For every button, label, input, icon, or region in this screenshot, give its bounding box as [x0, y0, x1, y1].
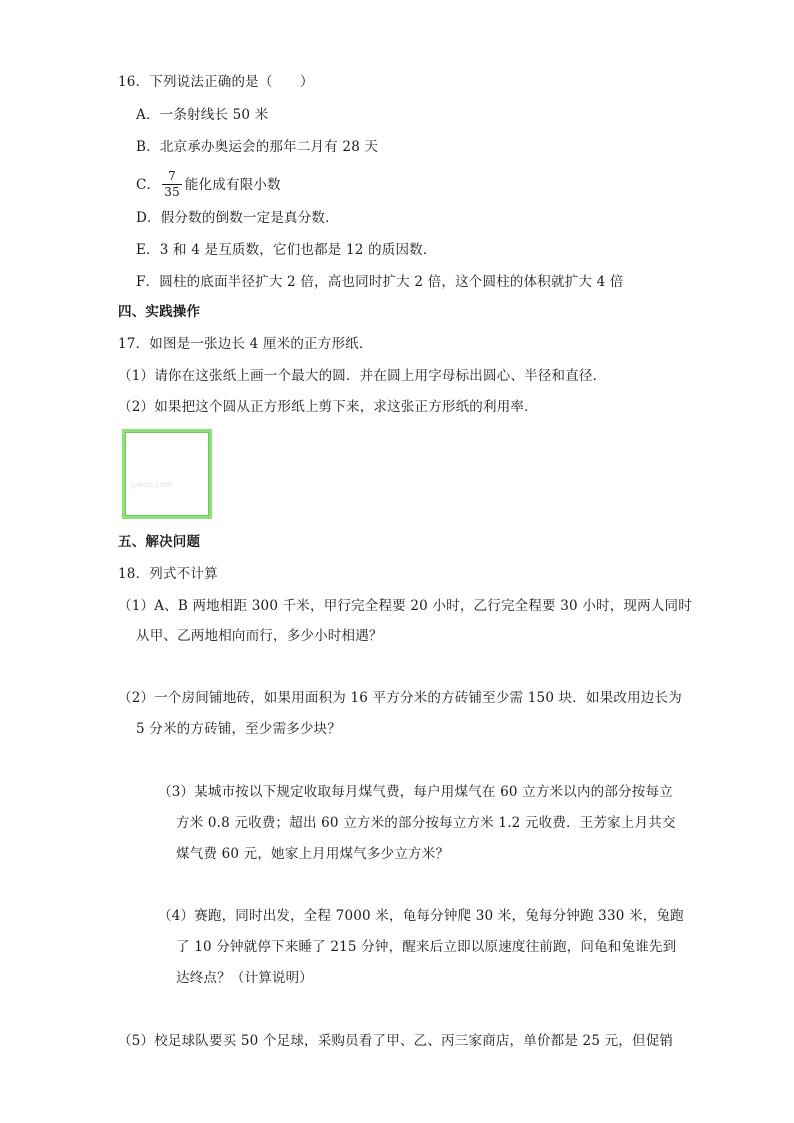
fraction-denominator: 35 — [164, 185, 180, 199]
q18-part-1-line-2: 从甲、乙两地相向而行，多少小时相遇？ — [136, 628, 383, 644]
q16-option-b: B．北京承办奥运会的那年二月有 28 天 — [136, 139, 379, 155]
q18-part-1-line-1: （1）A、B 两地相距 300 千米，甲行完全程要 20 小时，乙行完全程要 30 小时，现两人同时 — [118, 598, 692, 614]
q18-part-3-line-1: （3）某城市按以下规定收取每月煤气费，每户用煤气在 60 立方米以内的部分按每立 — [158, 784, 673, 800]
q16-option-f: F．圆柱的底面半径扩大 2 倍，高也同时扩大 2 倍，这个圆柱的体积就扩大 4 倍 — [136, 274, 624, 290]
fraction-numerator: 7 — [162, 169, 182, 185]
q18-part-2-line-2: 5 分米的方砖铺，至少需多少块？ — [136, 721, 342, 737]
q16-option-c — [136, 170, 281, 201]
q17-stem: 17．如图是一张边长 4 厘米的正方形纸． — [118, 336, 373, 352]
q16-option-a: A．一条射线长 50 米 — [136, 107, 269, 123]
q18-part-2-line-1: （2）一个房间铺地砖，如果用面积为 16 平方分米的方砖铺至少需 150 块．如果改用边长为 — [118, 690, 682, 706]
square-paper-figure — [122, 429, 212, 519]
q18-part-5-line-1: （5）校足球队要买 50 个足球，采购员看了甲、乙、丙三家商店，单价都是 25 元，但促销 — [118, 1033, 674, 1049]
watermark: jyeoo.com — [131, 480, 173, 489]
q18-stem: 18．列式不计算 — [118, 566, 218, 582]
q18-part-4-line-2: 了 10 分钟就停下来睡了 215 分钟，醒来后立即以原速度往前跑，问龟和兔谁先到 — [176, 939, 677, 955]
q18-part-4-line-1: （4）赛跑，同时出发，全程 7000 米，龟每分钟爬 30 米，兔每分钟跑 330 米，兔跑 — [158, 908, 684, 924]
q18-part-4-line-3: 达终点？（计算说明） — [176, 970, 313, 986]
fraction — [162, 169, 182, 200]
q17-part-2: （2）如果把这个圆从正方形纸上剪下来，求这张正方形纸的利用率． — [118, 399, 538, 415]
section-4-title: 四、实践操作 — [118, 304, 201, 320]
q16-option-c-prefix: C． — [136, 177, 161, 193]
q16-option-c-suffix: 能化成有限小数 — [184, 177, 281, 193]
q16-stem: 16．下列说法正确的是（ ） — [118, 74, 314, 90]
section-5-title: 五、解决问题 — [118, 534, 201, 550]
q18-part-3-line-2: 方米 0.8 元收费；超出 60 立方米的部分按每立方米 1.2 元收费．王芳家上月共交 — [176, 815, 676, 831]
q17-part-1: （1）请你在这张纸上画一个最大的圆．并在圆上用字母标出圆心、半径和直径． — [118, 368, 607, 384]
q16-option-e: E．3 和 4 是互质数，它们也都是 12 的质因数． — [136, 242, 437, 258]
q18-part-3-line-3: 煤气费 60 元，她家上月用煤气多少立方米？ — [176, 846, 450, 862]
q16-option-d: D．假分数的倒数一定是真分数． — [136, 210, 339, 226]
